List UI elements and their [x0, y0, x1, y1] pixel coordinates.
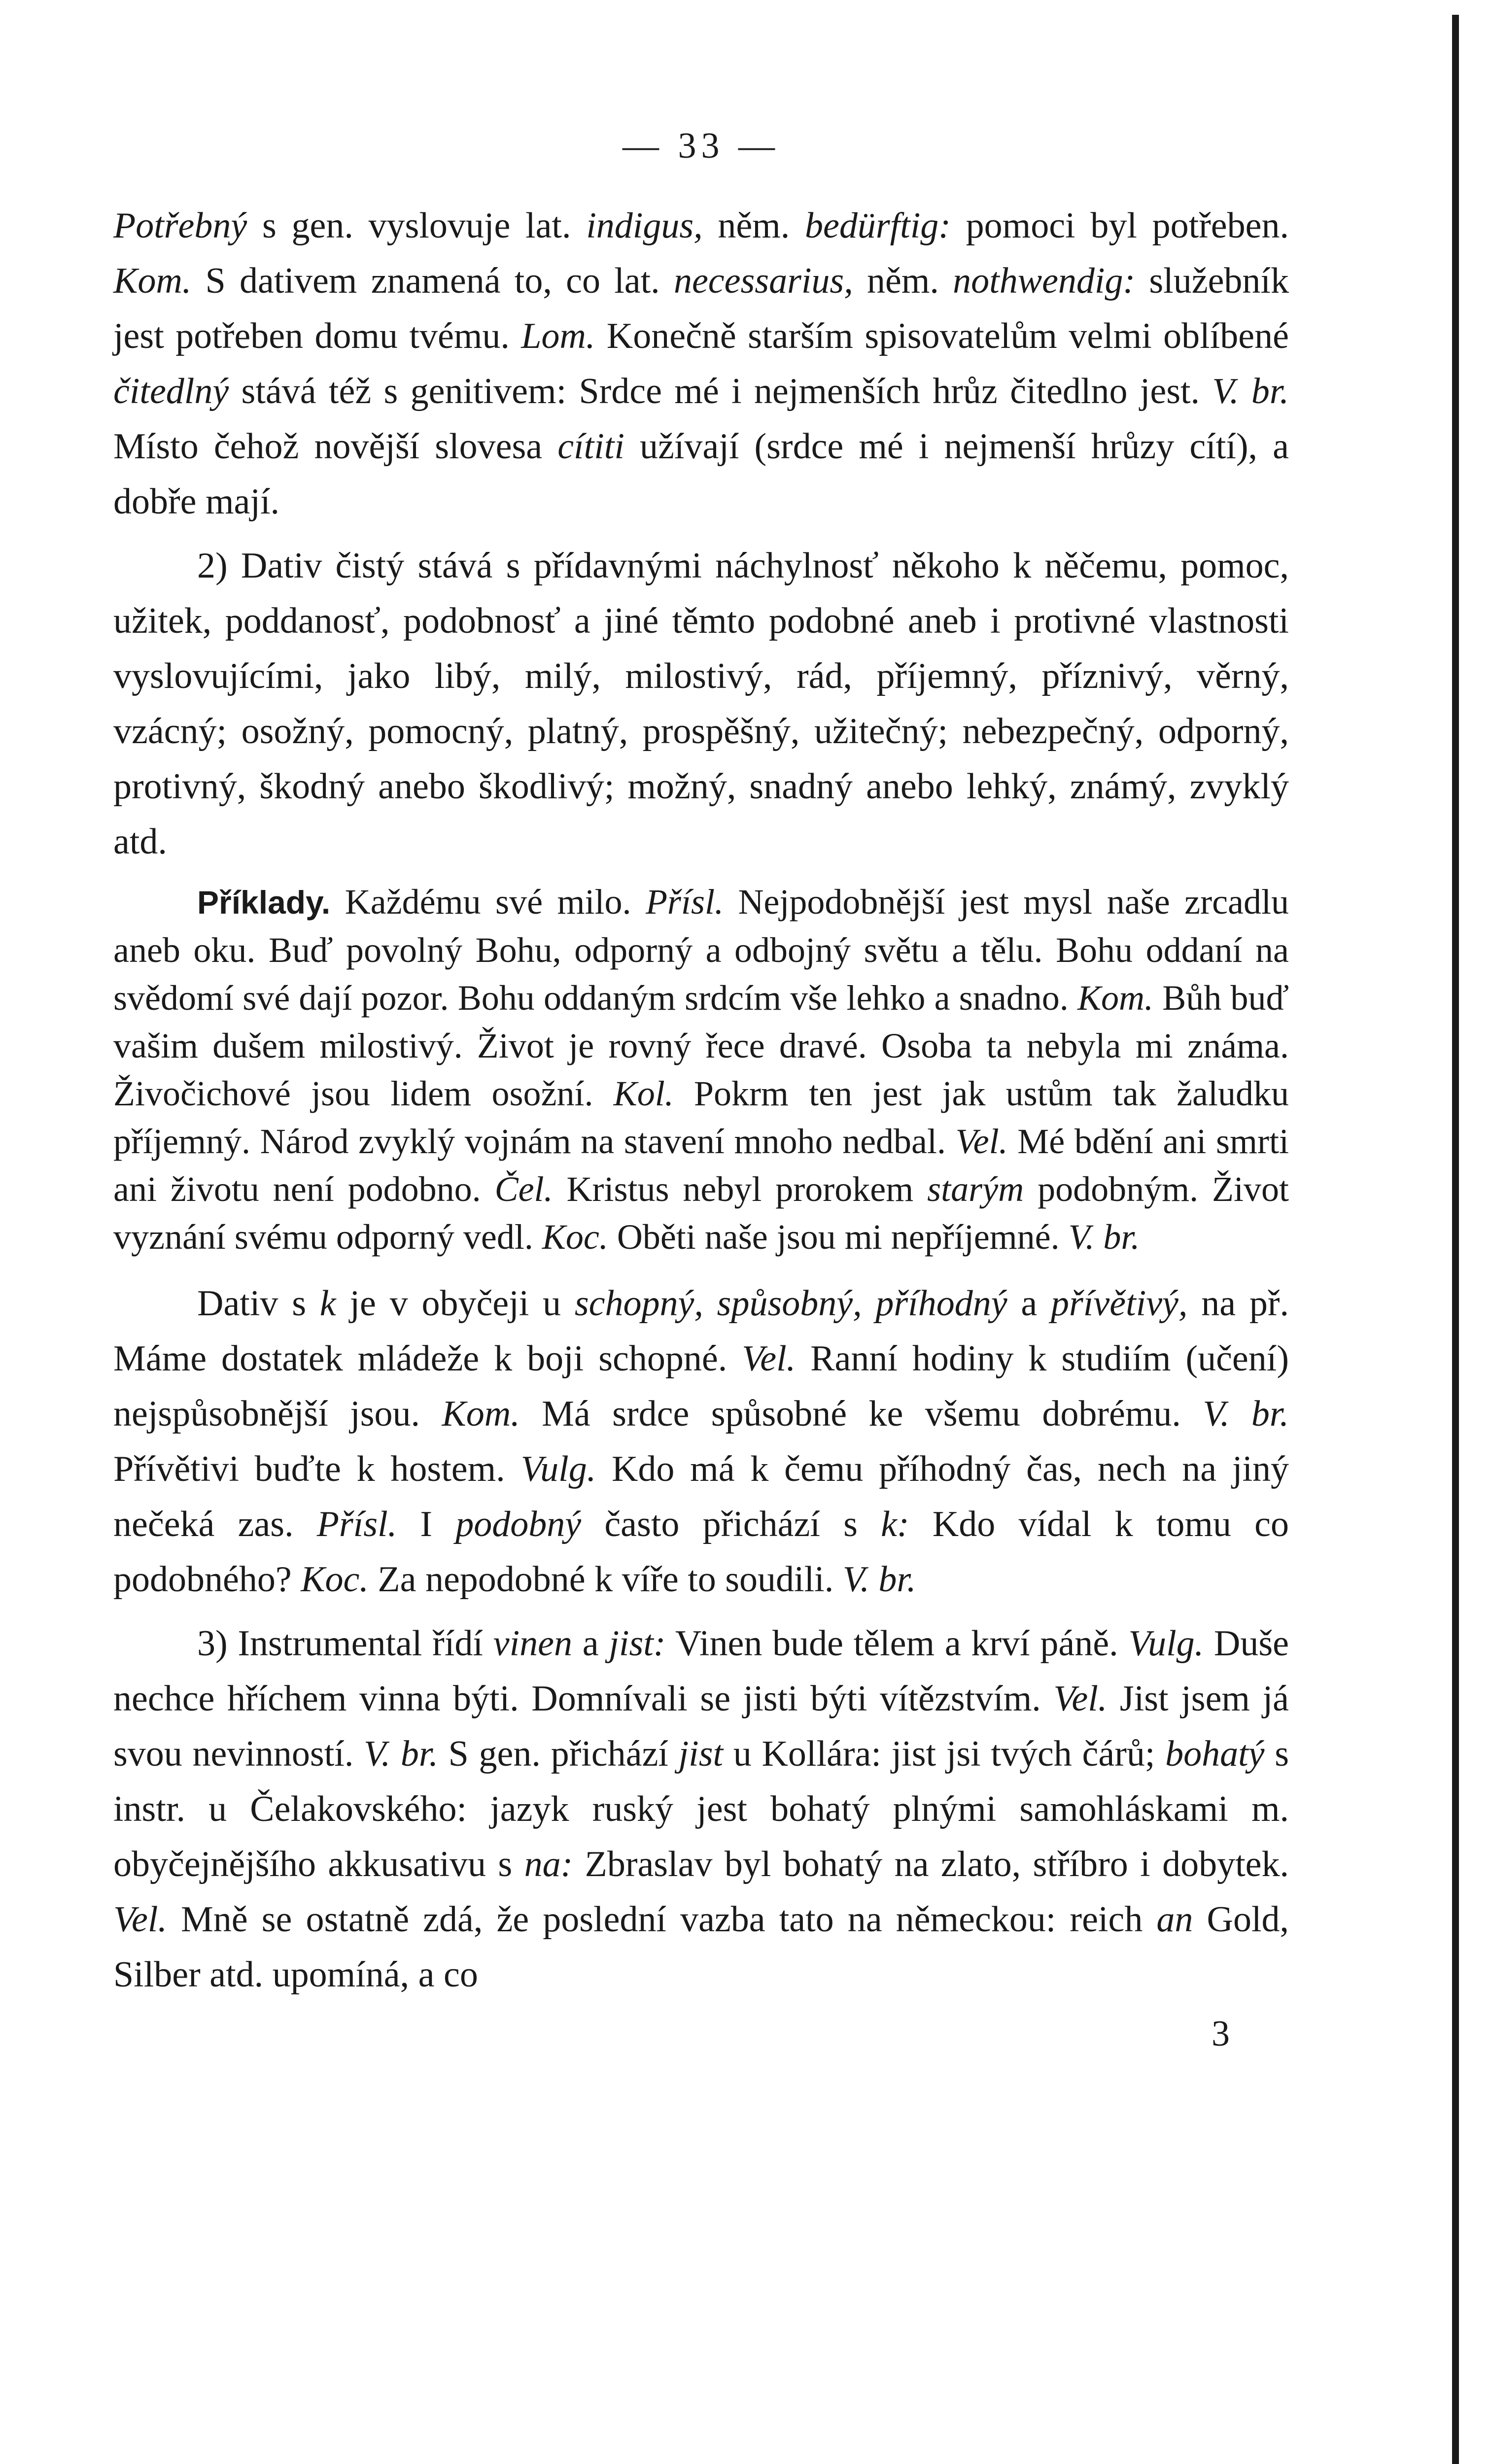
italic-run: V. br.	[1212, 371, 1289, 411]
text-run: pomoci byl potřeben.	[950, 205, 1289, 246]
italic-run: na:	[524, 1844, 573, 1884]
text-run: 3) Instrumental řídí	[197, 1623, 493, 1664]
text-run: s gen. vyslovuje lat.	[247, 205, 587, 246]
paragraph-dativ-cisty	[113, 538, 1289, 869]
italic-run: schopný, spůsobný, příhodný	[574, 1283, 1007, 1324]
text-run: s instr. u Čelakovského: jazyk ruský jest bohatý plnými samohláskami m. obyčejnějšího akkusativu s	[113, 1734, 1289, 1884]
text-run: S gen. přichází	[438, 1734, 679, 1774]
text-run: Kristus nebyl prorokem	[553, 1169, 928, 1209]
text-run: na př. Máme dostatek mládeže k boji schopné.	[113, 1283, 1289, 1379]
italic-run: přívětivý,	[1051, 1283, 1188, 1324]
italic-run: bohatý	[1165, 1734, 1265, 1774]
text-run: a	[572, 1623, 609, 1664]
signature-mark: 3	[1212, 2014, 1230, 2054]
text-run: často přichází s	[581, 1504, 881, 1544]
text-run: Místo čehož novější slovesa	[113, 426, 558, 467]
text-run: Kdo má k čemu příhodný čas, nech na jiný nečeká zas.	[113, 1449, 1289, 1544]
italic-run: Vulg.	[520, 1449, 596, 1489]
text-run: Nejpodobnější jest mysl naše zrcadlu aneb oku. Buď povolný Bohu, odporný a odbojný světu a tělu. Bohu oddaní na svědomí své dají pozor. Bohu oddaným srdcím vše lehko a snadno.	[113, 882, 1289, 1018]
text-run: je v obyčeji u	[336, 1283, 575, 1324]
examples-lead: Příklady.	[197, 884, 331, 921]
italic-run: Vel.	[955, 1122, 1008, 1161]
text-run: S dativem znamená to, co lat.	[191, 261, 674, 301]
italic-run: Vel.	[742, 1338, 796, 1379]
text-run: Za nepodobné k víře to soudili.	[368, 1559, 843, 1600]
text-run: Každému své milo.	[330, 882, 646, 922]
italic-run: V. br.	[1068, 1217, 1140, 1257]
italic-run: nothwendig:	[953, 261, 1136, 301]
italic-run: bedürftig:	[804, 205, 951, 246]
text-run: stává též s genitivem: Srdce mé i nejmenších hrůz čitedlno jest.	[229, 371, 1213, 411]
text-run: Zbraslav byl bohatý na zlato, stříbro i dobytek.	[573, 1844, 1289, 1884]
italic-run: Lom.	[521, 316, 595, 356]
italic-run: an	[1156, 1899, 1193, 1940]
italic-run: Přísl.	[316, 1504, 397, 1544]
italic-run: cítiti	[557, 426, 624, 467]
italic-run: Přísl.	[645, 882, 724, 922]
italic-run: čitedlný	[113, 371, 229, 411]
italic-run: jist	[678, 1734, 724, 1774]
page-text	[113, 118, 1289, 2061]
text-run: Oběti naše jsou mi nepříjemné.	[608, 1217, 1069, 1257]
text-run: Mé bdění ani smrti ani životu není podobno.	[113, 1122, 1289, 1209]
italic-run: Kom.	[113, 261, 192, 301]
italic-run: V. br.	[364, 1734, 438, 1774]
italic-run: Kol.	[613, 1074, 674, 1113]
text-run: Má srdce spůsobné ke všemu dobrému.	[520, 1394, 1203, 1434]
italic-run: vinen	[493, 1623, 572, 1664]
text-run: Mně se ostatně zdá, že poslední vazba tato na německou: reich	[167, 1899, 1157, 1940]
italic-run: V. br.	[842, 1559, 916, 1600]
italic-run: k:	[881, 1504, 909, 1544]
text-run: Pokrm ten jest jak ustům tak žaludku příjemný. Národ zvyklý vojnám na stavení mnoho nedbal.	[113, 1074, 1289, 1161]
text-run: podobným. Život vyznání svému odporný vedl.	[113, 1169, 1289, 1257]
text-run: Dativ s	[197, 1283, 320, 1324]
text-run: užívají (srdce mé i nejmenší hrůzy cítí), a dobře mají.	[113, 426, 1289, 522]
italic-run: jist:	[609, 1623, 666, 1664]
text-run: něm.	[702, 205, 805, 246]
text-run: Konečně starším spisovatelům velmi oblíbené	[595, 316, 1289, 356]
text-run: 2) Dativ čistý stává s přídavnými náchylnosť někoho k něčemu, pomoc, užitek, poddanosť, podobnosť a jiné těmto podobné aneb i protivné vlastnosti vyslovujícími, jako libý, milý, milostivý, rád, příjemný, příznivý, věrný, vzácný; osožný, pomocný, platný, prospěšný, užitečný; nebezpečný, odporný, protivný, škodný anebo škodlivý; možný, snadný anebo lehký, známý, zvyklý atd.	[113, 546, 1289, 862]
italic-run: k	[319, 1283, 336, 1324]
text-run: Duše nechce hříchem vinna býti. Domnívali se jisti býti vítězstvím.	[113, 1623, 1289, 1719]
book-page	[30, 15, 1459, 2464]
text-run: Gold, Silber atd. upomíná, a co	[113, 1899, 1289, 1995]
text-run: Bůh buď vašim dušem milostivý. Život je rovný řece dravé. Osoba ta nebyla mi známa. Živočichové jsou lidem osožní.	[113, 978, 1289, 1113]
italic-run: Vel.	[113, 1899, 167, 1940]
text-run: Přívětivi buďte k hostem.	[113, 1449, 521, 1489]
italic-run: podobný	[455, 1504, 582, 1544]
text-run: služebník jest potřeben domu tvému.	[113, 261, 1289, 356]
italic-run: Koc.	[542, 1217, 608, 1257]
italic-run: Čel.	[494, 1169, 553, 1209]
italic-run: Potřebný	[113, 205, 247, 246]
text-run: u Kollára: jist jsi tvých čárů;	[723, 1734, 1166, 1774]
italic-run: necessarius,	[673, 261, 853, 301]
italic-run: Vulg.	[1128, 1623, 1204, 1664]
italic-run: Vel.	[1053, 1678, 1108, 1719]
paragraph-priklady	[113, 878, 1289, 1261]
italic-run: Kom.	[442, 1394, 520, 1434]
text-run: Vinen bude tělem a krví páně.	[665, 1623, 1129, 1664]
italic-run: indigus,	[586, 205, 703, 246]
italic-run: Koc.	[301, 1559, 369, 1600]
italic-run: starým	[927, 1169, 1024, 1209]
text-run: Jist jsem já svou nevinností.	[113, 1678, 1289, 1774]
text-run: a	[1007, 1283, 1051, 1324]
text-run: I	[397, 1504, 456, 1544]
italic-run: Kom.	[1077, 978, 1154, 1018]
paragraph-instrumental	[113, 1616, 1289, 2002]
text-run: Ranní hodiny k studiím (učení) nejspůsobnější jsou.	[113, 1338, 1289, 1434]
paragraph-potrebny	[113, 198, 1289, 529]
italic-run: V. br.	[1203, 1394, 1289, 1434]
paragraph-dativ-s-k	[113, 1276, 1289, 1607]
text-run: Kdo vídal k tomu co podobného?	[113, 1504, 1289, 1600]
text-run: něm.	[853, 261, 953, 301]
page-number: — 33 —	[623, 126, 780, 166]
